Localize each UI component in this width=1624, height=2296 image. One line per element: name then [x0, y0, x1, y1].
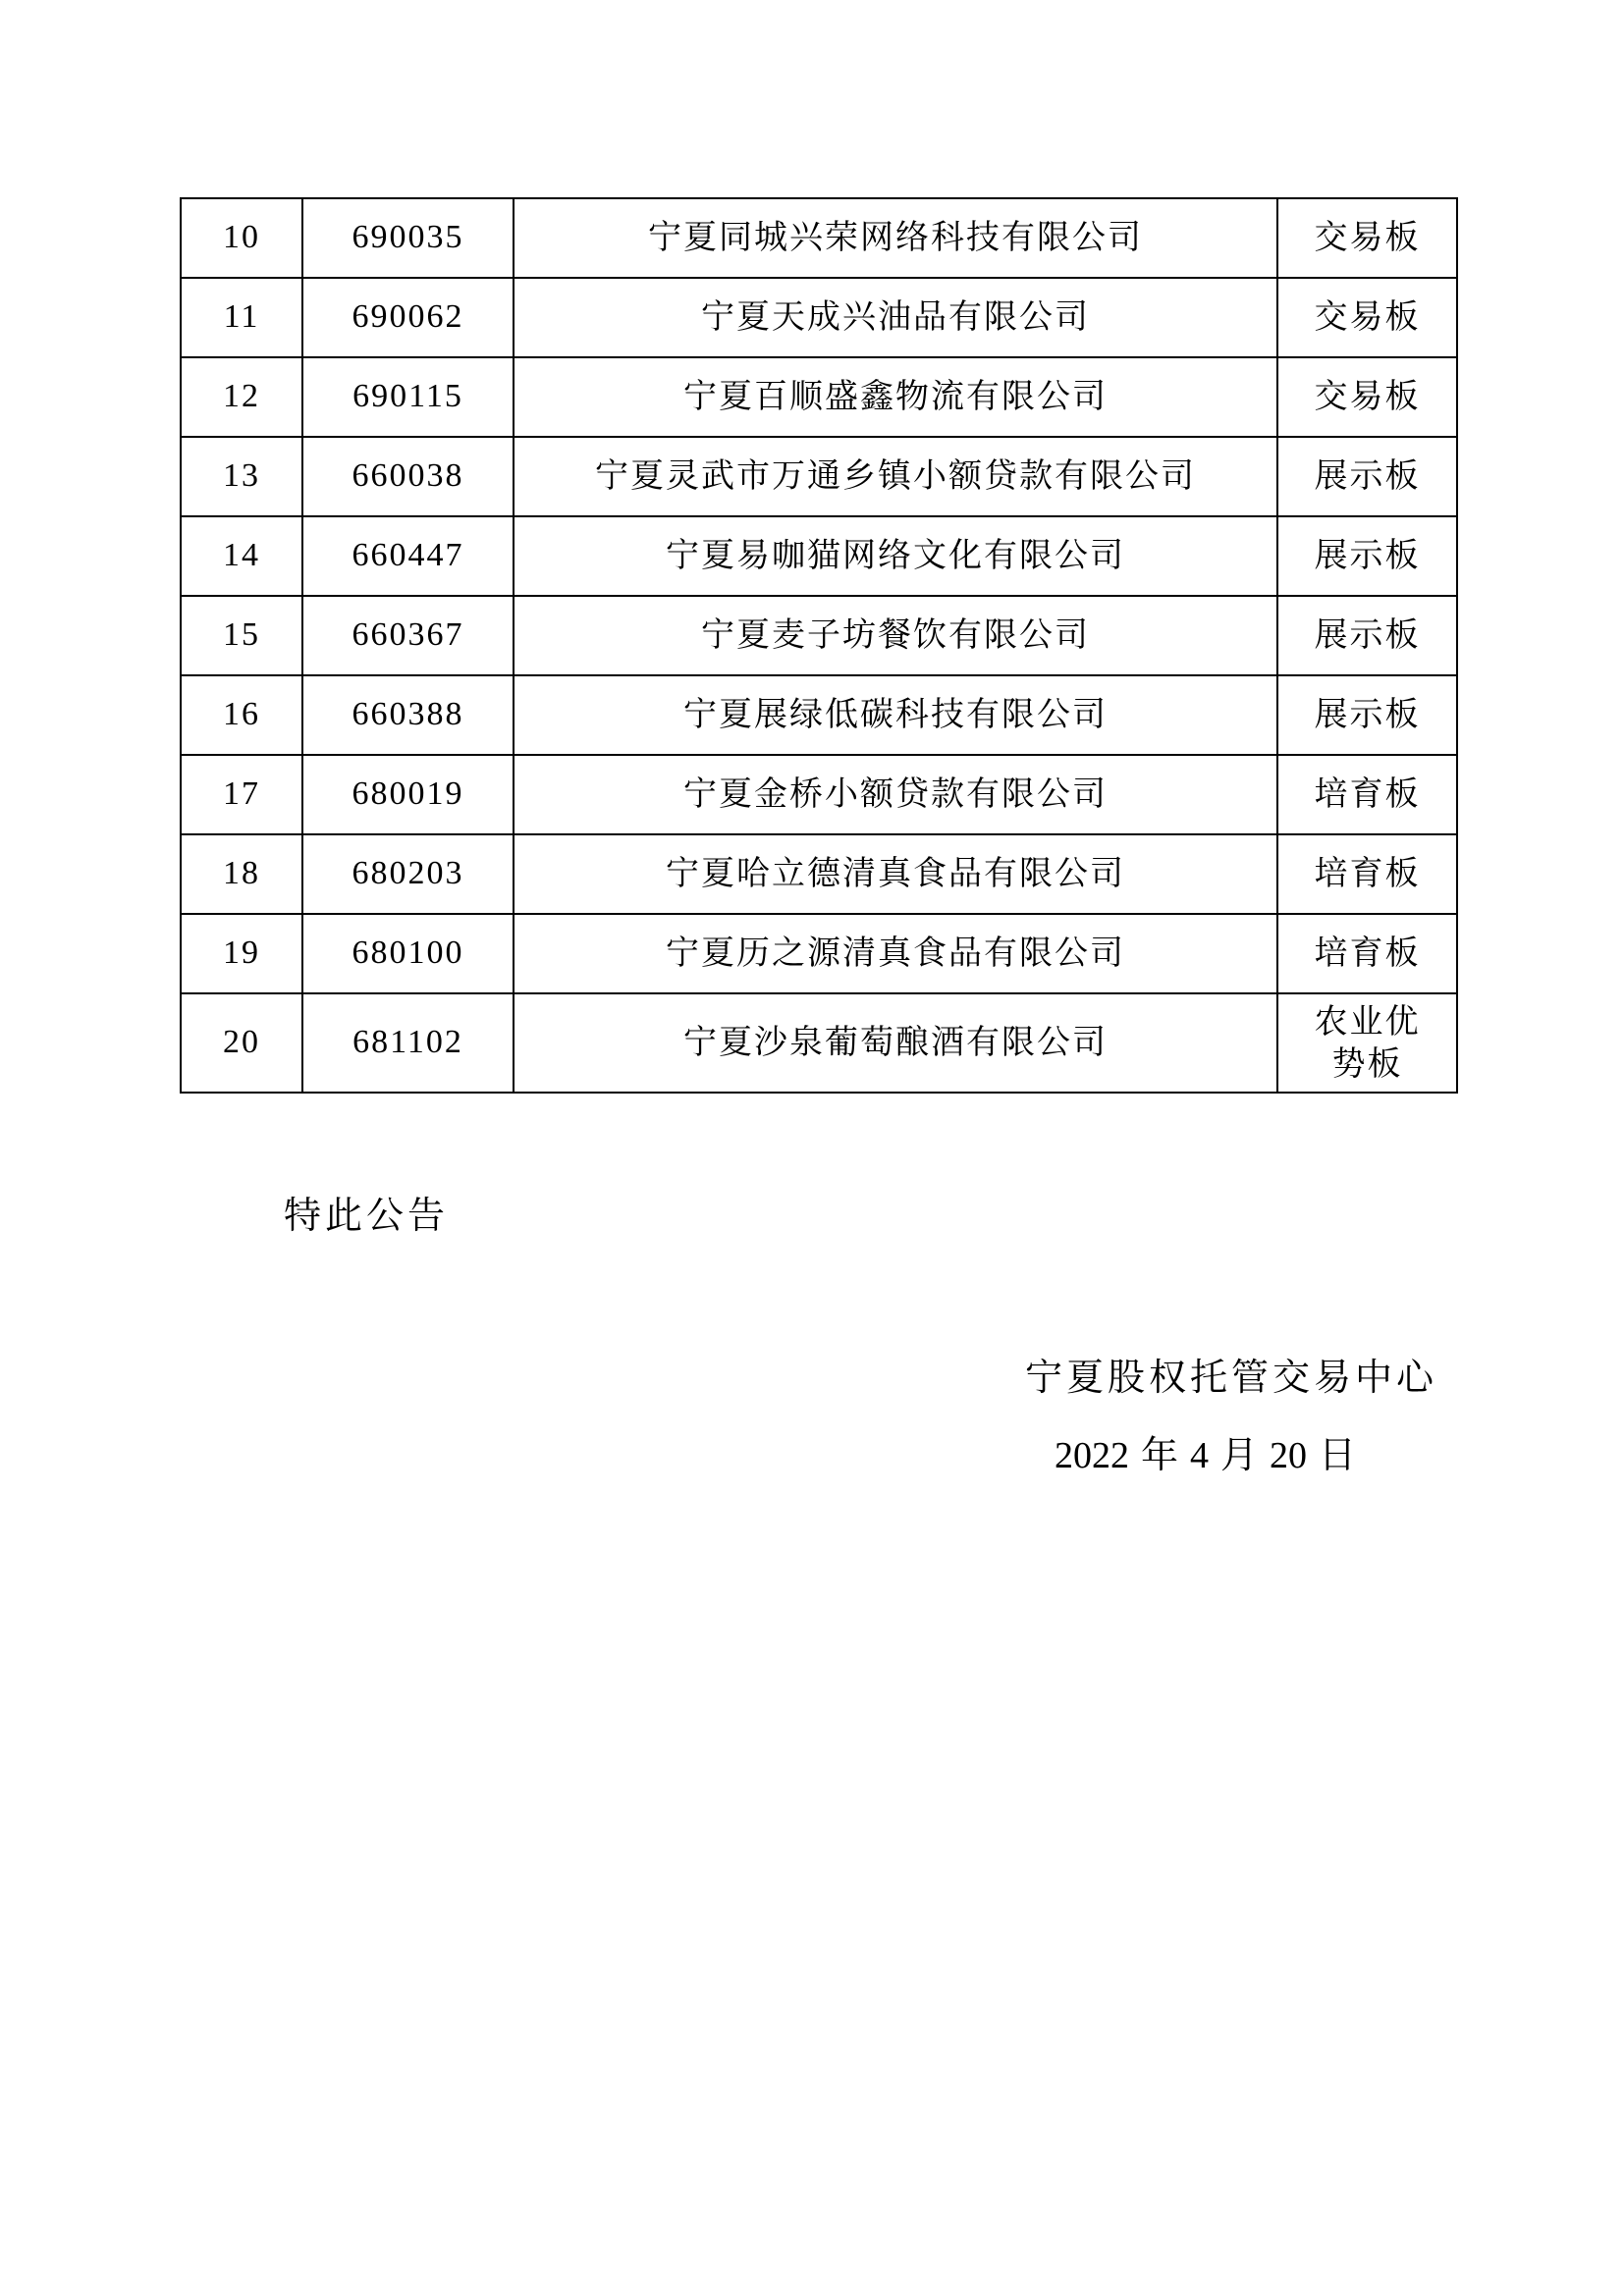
table-row: [181, 278, 1457, 357]
board-type: [1277, 357, 1457, 437]
company-code: 660388: [302, 675, 514, 755]
row-number: 11: [181, 278, 302, 357]
company-code: 680019: [302, 755, 514, 834]
table-row: [181, 357, 1457, 437]
board-type: [1277, 914, 1457, 993]
board-type-label: 交易板: [1314, 218, 1421, 258]
company-code: 681102: [302, 993, 514, 1093]
board-type-label: 培育板: [1314, 854, 1421, 894]
board-type: [1277, 516, 1457, 596]
board-type-label: 展示板: [1314, 536, 1421, 576]
date-day-unit: 日: [1319, 1433, 1357, 1476]
company-name: 宁夏百顺盛鑫物流有限公司: [514, 357, 1277, 437]
table-row: [181, 198, 1457, 278]
company-name: 宁夏展绿低碳科技有限公司: [514, 675, 1277, 755]
date-month-unit: 月: [1220, 1433, 1259, 1476]
company-code: 680203: [302, 834, 514, 914]
row-number: 10: [181, 198, 302, 278]
board-type: [1277, 675, 1457, 755]
board-type-label: 交易板: [1314, 297, 1421, 338]
board-type-label: 培育板: [1314, 934, 1421, 974]
company-code: 680100: [302, 914, 514, 993]
row-number: 19: [181, 914, 302, 993]
row-number: 12: [181, 357, 302, 437]
date-year-unit: 年: [1141, 1433, 1179, 1476]
date-year: 2022: [1055, 1435, 1129, 1476]
company-code: 660367: [302, 596, 514, 675]
table-row: [181, 516, 1457, 596]
table-row: [181, 755, 1457, 834]
board-type: [1277, 596, 1457, 675]
table-row: [181, 993, 1457, 1093]
board-type: [1277, 755, 1457, 834]
closing-statement: 特此公告: [284, 1194, 450, 1237]
board-type: [1277, 834, 1457, 914]
board-type: [1277, 437, 1457, 516]
company-name: 宁夏哈立德清真食品有限公司: [514, 834, 1277, 914]
board-type-label: 农业优势板: [1314, 1002, 1421, 1084]
table-row: [181, 914, 1457, 993]
company-code: 660038: [302, 437, 514, 516]
table-row: [181, 437, 1457, 516]
table-row: [181, 596, 1457, 675]
issue-date: [1055, 1424, 1368, 1478]
row-number: 18: [181, 834, 302, 914]
company-name: 宁夏沙泉葡萄酿酒有限公司: [514, 993, 1277, 1093]
company-name: 宁夏同城兴荣网络科技有限公司: [514, 198, 1277, 278]
company-name: 宁夏麦子坊餐饮有限公司: [514, 596, 1277, 675]
row-number: 17: [181, 755, 302, 834]
company-name: 宁夏天成兴油品有限公司: [514, 278, 1277, 357]
issuer-organization: 宁夏股权托管交易中心: [1024, 1356, 1437, 1399]
company-name: 宁夏金桥小额贷款有限公司: [514, 755, 1277, 834]
company-name: 宁夏易咖猫网络文化有限公司: [514, 516, 1277, 596]
company-code: 690115: [302, 357, 514, 437]
board-type-label: 展示板: [1314, 615, 1421, 656]
row-number: 14: [181, 516, 302, 596]
company-code: 690062: [302, 278, 514, 357]
board-type-label: 培育板: [1314, 774, 1421, 815]
row-number: 13: [181, 437, 302, 516]
company-name: 宁夏历之源清真食品有限公司: [514, 914, 1277, 993]
company-code: 660447: [302, 516, 514, 596]
company-code: 690035: [302, 198, 514, 278]
board-type: [1277, 198, 1457, 278]
board-type: [1277, 278, 1457, 357]
date-day: 20: [1270, 1435, 1308, 1476]
row-number: 16: [181, 675, 302, 755]
row-number: 15: [181, 596, 302, 675]
table-row: [181, 834, 1457, 914]
board-type-label: 展示板: [1314, 695, 1421, 735]
date-month: 4: [1190, 1435, 1210, 1476]
board-type-label: 展示板: [1314, 456, 1421, 497]
table-row: [181, 675, 1457, 755]
board-type-label: 交易板: [1314, 377, 1421, 417]
row-number: 20: [181, 993, 302, 1093]
company-name: 宁夏灵武市万通乡镇小额贷款有限公司: [514, 437, 1277, 516]
board-type: [1277, 993, 1457, 1093]
company-list-table: [180, 197, 1458, 1094]
